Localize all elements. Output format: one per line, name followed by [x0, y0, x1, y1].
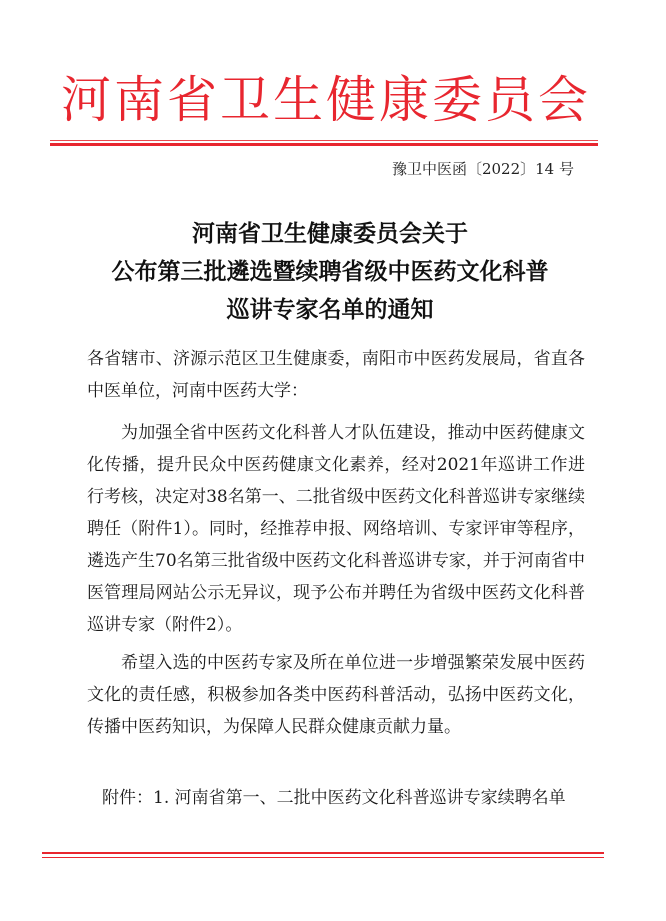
addressee: 各省辖市、济源示范区卫生健康委，南阳市中医药发展局，省直各中医单位，河南中医药大学： — [87, 349, 585, 401]
masthead-organization: 河南省卫生健康委员会 — [61, 71, 591, 129]
attachment-item-1: 1. 河南省第一、二批中医药文化科普巡讲专家续聘名单 — [153, 788, 566, 808]
title-line-1: 河南省卫生健康委员会关于 — [192, 220, 468, 247]
body-paragraph-2: 希望入选的中医药专家及所在单位进一步增强繁荣发展中医药文化的责任感，积极参加各类中医药科普活动，弘扬中医药文化，传播中医药知识，为保障人民群众健康贡献力量。 — [87, 653, 585, 737]
document-number: 豫卫中医函〔2022〕14 号 — [391, 160, 574, 178]
title-line-3: 巡讲专家名单的通知 — [226, 296, 434, 323]
footer-divider — [42, 852, 604, 858]
title-line-2: 公布第三批遴选暨续聘省级中医药文化科普 — [111, 258, 549, 285]
document-body — [87, 343, 585, 749]
attachment-label: 附件： — [102, 788, 153, 808]
attachment-section — [102, 782, 592, 814]
masthead-divider — [50, 140, 598, 146]
body-paragraph-1: 为加强全省中医药文化科普人才队伍建设，推动中医药健康文化传播，提升民众中医药健康文化素养，经对2021年巡讲工作进行考核，决定对38名第一、二批省级中医药文化科普巡讲专家继续聘任（附件1）。同时，经推荐申报、网络培训、专家评审等程序，遴选产生70名第三批省级中医药文化科普巡讲专家，并于河南省中医管理局网站公示无异议，现予公布并聘任为省级中医药文化科普巡讲专家（附件2）。 — [87, 423, 585, 635]
document-title — [60, 215, 600, 329]
